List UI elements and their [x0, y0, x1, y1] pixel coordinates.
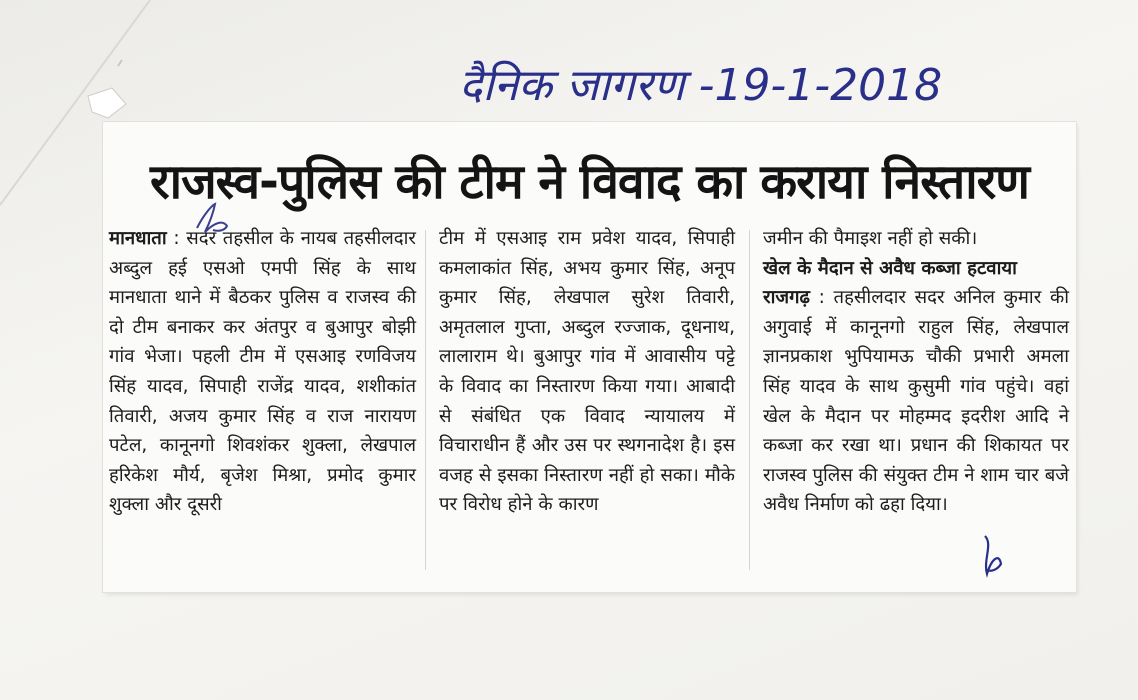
article-column-3 — [763, 224, 1069, 520]
handwritten-source-note — [455, 42, 1055, 122]
article-column-2 — [439, 224, 735, 520]
dateline-rajgarh: राजगढ़ — [763, 287, 810, 309]
column-divider — [749, 230, 750, 570]
newspaper-clipping — [103, 122, 1076, 592]
subheading: खेल के मैदान से अवैध कब्जा हटवाया — [763, 257, 1017, 279]
dateline-mandhata: मानधाता — [109, 228, 167, 249]
column-divider — [425, 230, 426, 570]
column-3-text-start: जमीन की पैमाइश नहीं हो सकी। — [763, 228, 978, 249]
column-1-text: : सदर तहसील के नायब तहसीलदार अब्दुल हई एसओ एमपी सिंह के साथ मानधाता थाने में बैठकर पुलिस व राजस्व की दो टीम बनाकर कर अंतपुर व बुआपुर बोझी गांव भेजा। पहली टीम में एसआइ रणविजय सिंह यादव, सिपाही राजेंद्र यादव, शशीकांत तिवारी, अजय कुमार सिंह व राज नारायण पटेल, कानूनगो शिवशंकर शुक्ला, लेखपाल हरिकेश मौर्य, बृजेश मिश्रा, प्रमोद कुमार शुक्ला और दूसरी — [109, 228, 416, 516]
ink-initial-mark — [191, 198, 237, 238]
svg-text:दैनिक जागरण -19-1-2018: दैनिक जागरण -19-1-2018 — [459, 60, 943, 111]
headline: राजस्व-पुलिस की टीम ने विवाद का कराया निस्तारण — [150, 154, 1029, 210]
ink-signature-mark — [979, 530, 1005, 578]
article-column-1 — [109, 224, 416, 520]
column-2-text: टीम में एसआइ राम प्रवेश यादव, सिपाही कमलाकांत सिंह, अभय कुमार सिंह, अनूप कुमार सिंह, लेखपाल सुरेश तिवारी, अमृतलाल गुप्ता, अब्दुल रज्जाक, दूधनाथ, लालाराम थे। बुआपुर गांव में आवासीय पट्टे के विवाद का निस्तारण किया गया। आबादी से संबंधित एक विवाद न्यायालय में विचाराधीन हैं और उस पर स्थगनादेश है। इस वजह से इसका निस्तारण नहीं हो सका। मौके पर विरोध होने के कारण — [439, 228, 735, 516]
column-3-text: : तहसीलदार सदर अनिल कुमार की अगुवाई में कानूनगो राहुल सिंह, लेखपाल ज्ञानप्रकाश भुपियामऊ चौकी प्रभारी अमला सिंह यादव के साथ कुसुमी गांव पहुंचे। वहां खेल के मैदान पर मोहम्मद इदरीश आदि ने कब्जा कर रखा था। प्रधान की शिकायत पर राजस्व पुलिस की संयुक्त टीम ने शाम चार बजे अवैध निर्माण को ढहा दिया। — [763, 287, 1069, 516]
